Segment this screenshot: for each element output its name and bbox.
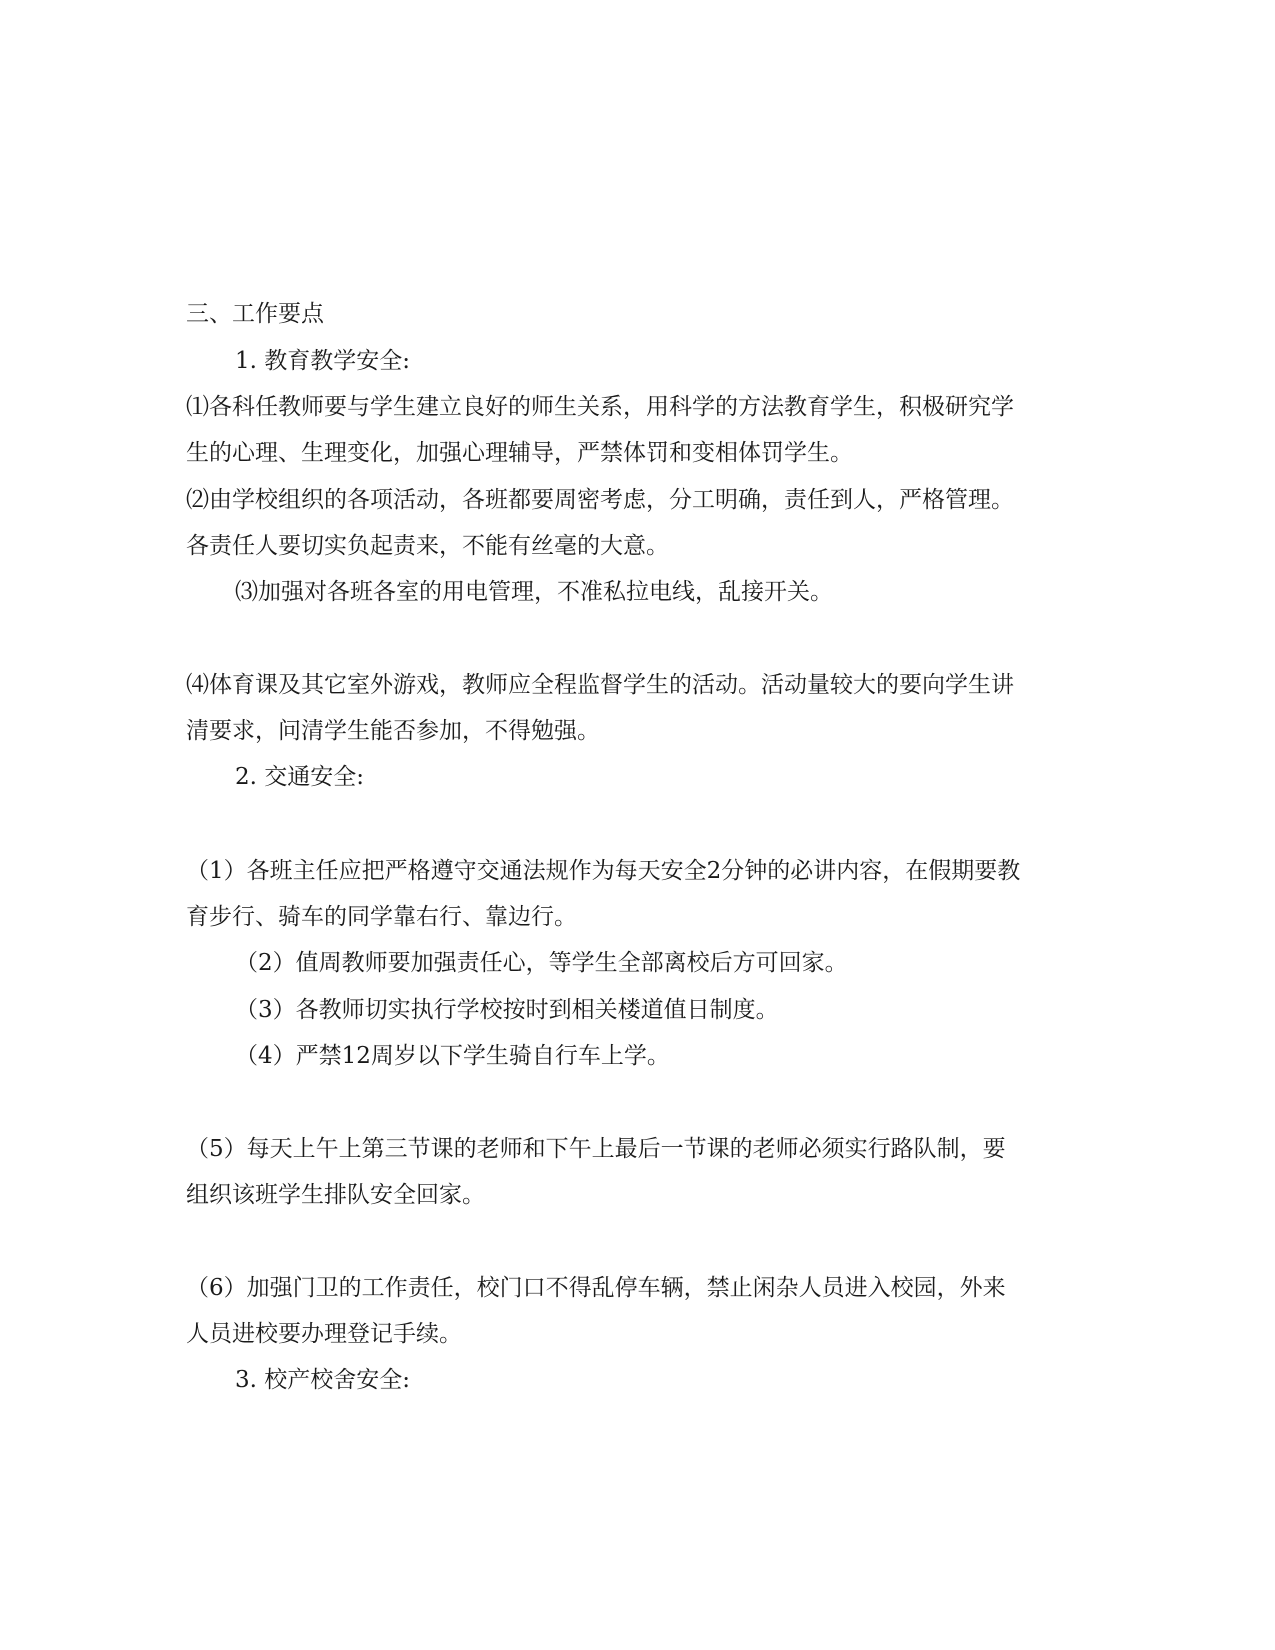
paragraph-line: 人员进校要办理登记手续。: [186, 1321, 462, 1347]
paragraph-line: （1）各班主任应把严格遵守交通法规作为每天安全2分钟的必讲内容，在假期要教: [186, 858, 1021, 884]
paragraph-line: 生的心理、生理变化，加强心理辅导，严禁体罚和变相体罚学生。: [186, 440, 853, 466]
subsection-heading-education: 1. 教育教学安全:: [235, 348, 411, 374]
section-heading: 三、工作要点: [186, 301, 324, 327]
subsection-heading-property: 3. 校产校舍安全:: [235, 1367, 411, 1393]
paragraph-line: ⑷体育课及其它室外游戏，教师应全程监督学生的活动。活动量较大的要向学生讲: [186, 672, 1014, 698]
paragraph-line: （3）各教师切实执行学校按时到相关楼道值日制度。: [235, 997, 779, 1023]
paragraph-line: ⑵由学校组织的各项活动，各班都要周密考虑，分工明确，责任到人，严格管理。: [186, 487, 1014, 513]
subsection-heading-traffic: 2. 交通安全:: [235, 764, 365, 790]
paragraph-line: 清要求，问清学生能否参加，不得勉强。: [186, 718, 600, 744]
paragraph-line: ⑴各科任教师要与学生建立良好的师生关系，用科学的方法教育学生，积极研究学: [186, 394, 1014, 420]
paragraph-line: （6）加强门卫的工作责任，校门口不得乱停车辆，禁止闲杂人员进入校园，外来: [186, 1275, 1006, 1301]
paragraph-line: （4）严禁12周岁以下学生骑自行车上学。: [235, 1043, 670, 1069]
paragraph-line: ⑶加强对各班各室的用电管理，不准私拉电线，乱接开关。: [235, 579, 833, 605]
paragraph-line: 育步行、骑车的同学靠右行、靠边行。: [186, 904, 577, 930]
paragraph-line: 组织该班学生排队安全回家。: [186, 1182, 485, 1208]
paragraph-line: （2）值周教师要加强责任心，等学生全部离校后方可回家。: [235, 950, 848, 976]
paragraph-line: 各责任人要切实负起责来，不能有丝毫的大意。: [186, 533, 669, 559]
paragraph-line: （5）每天上午上第三节课的老师和下午上最后一节课的老师必须实行路队制，要: [186, 1136, 1006, 1162]
